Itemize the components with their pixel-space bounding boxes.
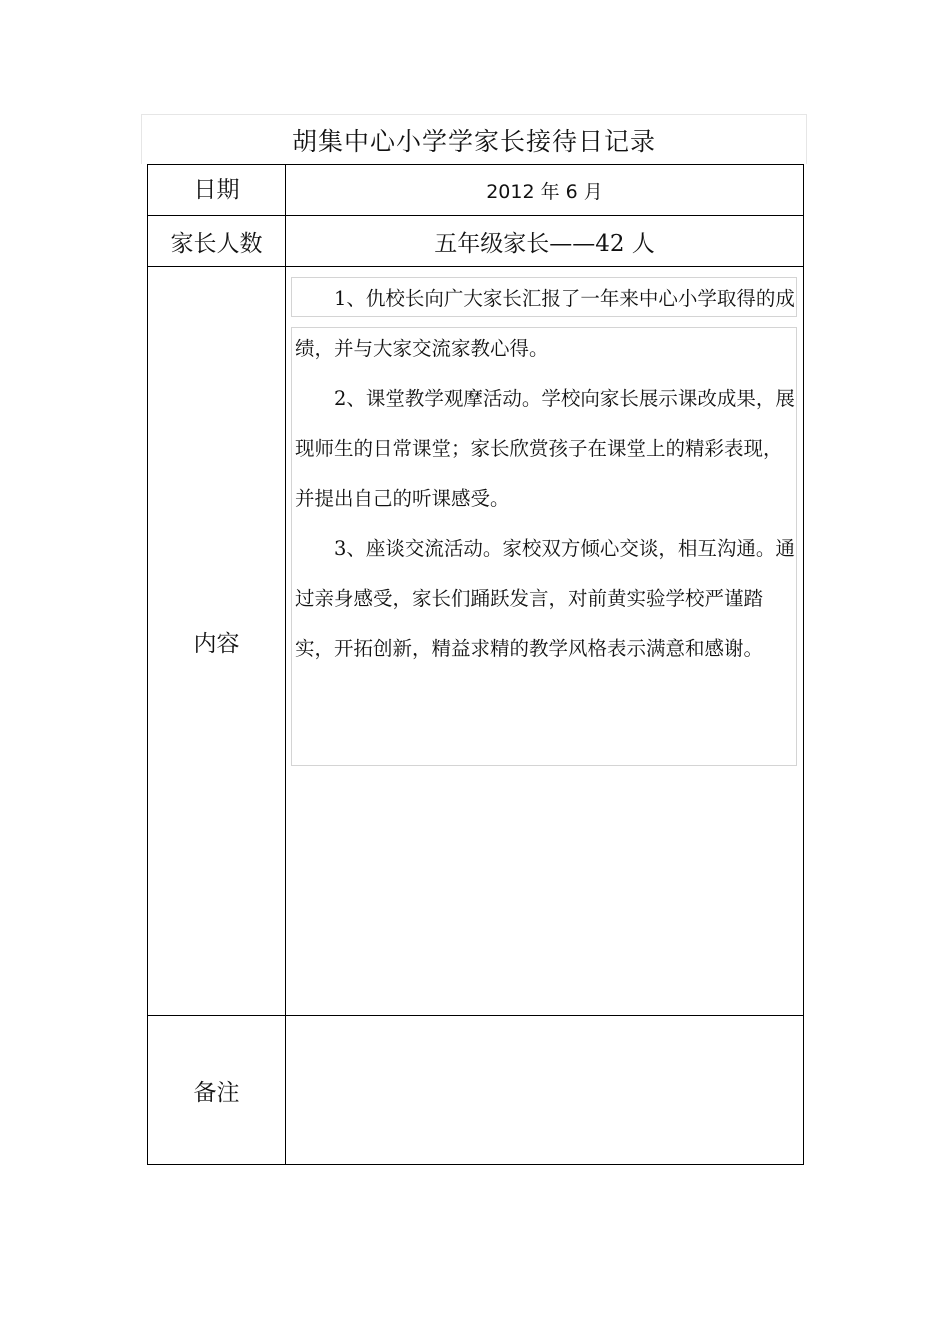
content-paragraph-1: 1、仇校长向广大家长汇报了一年来中心小学取得的成绩，并与大家交流家教心得。 — [295, 287, 795, 360]
remarks-label: 备注 — [148, 1016, 286, 1164]
date-row — [148, 165, 803, 216]
parents-label: 家长人数 — [148, 216, 286, 266]
document-title: 胡集中心小学学家长接待日记录 — [141, 114, 807, 164]
content-paragraph-2: 2、课堂教学观摩活动。学校向家长展示课改成果，展现师生的日常课堂；家长欣赏孩子在课堂上的精彩表现，并提出自己的听课感受。 — [295, 387, 795, 510]
parents-value: 五年级家长——42 人 — [434, 230, 655, 257]
content-paragraph-3: 3、座谈交流活动。家校双方倾心交谈，相互沟通。通过亲身感受，家长们踊跃发言，对前黄实验学校严谨踏实，开拓创新，精益求精的教学风格表示满意和感谢。 — [295, 537, 795, 660]
date-value: 2012 年 6 月 — [486, 180, 603, 203]
date-label: 日期 — [148, 165, 286, 215]
content-label: 内容 — [148, 267, 286, 1015]
content-row — [148, 267, 803, 1016]
content-cell — [286, 267, 803, 1015]
record-table — [147, 164, 804, 1165]
remarks-value — [286, 1016, 803, 1164]
content-text — [295, 274, 797, 674]
remarks-row — [148, 1016, 803, 1164]
parents-row — [148, 216, 803, 267]
